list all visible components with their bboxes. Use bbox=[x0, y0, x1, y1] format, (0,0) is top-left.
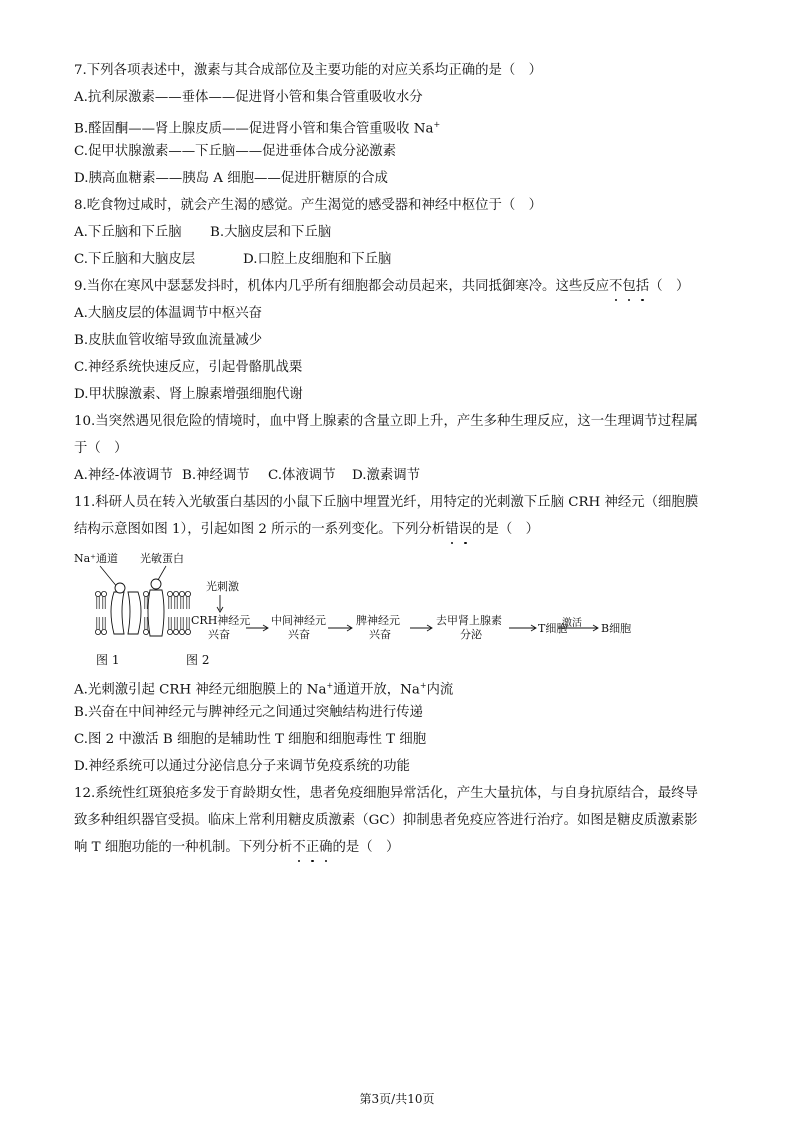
q7-option-b-sup: + bbox=[433, 120, 441, 129]
q10-option-a: A.神经-体液调节 bbox=[74, 468, 173, 483]
q11-option-d: D.神经系统可以通过分泌信息分子来调节免疫系统的功能 bbox=[74, 759, 410, 774]
q11-emphasis-1: 错 bbox=[445, 522, 459, 537]
q10-option-d: D.激素调节 bbox=[352, 468, 421, 483]
lipid-head bbox=[101, 591, 106, 596]
fig2-node-6: B细胞 bbox=[601, 622, 632, 635]
fig1-pointer-channel bbox=[100, 566, 118, 588]
q10-stem-line2: 于（ ） bbox=[74, 441, 128, 456]
lipid-head bbox=[143, 591, 148, 596]
q8-option-b: B.大脑皮层和下丘脑 bbox=[210, 225, 332, 240]
q11-a-sup-2: + bbox=[419, 681, 427, 690]
membrane-diagram bbox=[74, 551, 191, 636]
q9-emphasis-2: 包 bbox=[622, 279, 636, 294]
fig1-pointer-protein bbox=[158, 566, 166, 580]
lipid-head bbox=[167, 591, 172, 596]
q7-option-b bbox=[74, 116, 440, 138]
fig2-node-3-l1: 脾神经元 bbox=[356, 614, 400, 627]
q8-option-d: D.口腔上皮细胞和下丘脑 bbox=[243, 252, 392, 267]
q12-line1: 12.系统性红斑狼疮多发于育龄期女性，患者免疫细胞异常活化，产生大量抗体，与自身抗原结合，最终导 bbox=[74, 786, 698, 801]
q9-emphasis-1: 不 bbox=[609, 279, 623, 294]
q9-stem bbox=[74, 278, 689, 296]
q8-stem: 8.吃食物过咸时，就会产生渴的感觉。产生渴觉的感受器和神经中枢位于（ ） bbox=[74, 198, 543, 213]
q11-a-text-3: 内流 bbox=[426, 682, 454, 698]
na-channel-gate bbox=[115, 583, 125, 593]
q9-stem-end: （ ） bbox=[649, 279, 690, 294]
lipid-head bbox=[173, 629, 178, 634]
fig2-node-1-l1: CRH神经元 bbox=[191, 614, 251, 627]
lipid-head bbox=[185, 629, 190, 634]
lipid-head bbox=[179, 591, 184, 596]
fig2-node-3-l2: 兴奋 bbox=[369, 628, 391, 641]
lipid-head bbox=[167, 629, 172, 634]
lipid-head bbox=[173, 591, 178, 596]
fig1-label-protein: 光敏蛋白 bbox=[140, 552, 184, 565]
lipid-bilayer bbox=[95, 591, 190, 634]
lipid-head bbox=[143, 629, 148, 634]
q11-a-text-1: A.光刺激引起 CRH 神经元细胞膜上的 Na bbox=[74, 682, 327, 698]
q12-line3-text: 响 T 细胞功能的一种机制。下列分析 bbox=[74, 840, 293, 855]
q12-emphasis-2: 正 bbox=[305, 840, 320, 855]
q7-option-c: C.促甲状腺激素——下丘脑——促进垂体合成分泌激素 bbox=[74, 144, 397, 159]
lipid-head bbox=[185, 591, 190, 596]
page-footer: 第3页/共10页 bbox=[359, 1092, 435, 1106]
light-protein-body bbox=[148, 590, 164, 636]
fig2-caption: 图 2 bbox=[186, 653, 210, 667]
q11-stem-line2 bbox=[74, 521, 539, 539]
na-channel-left bbox=[111, 592, 124, 634]
q10-option-b: B.神经调节 bbox=[182, 468, 250, 483]
q9-stem-text: 9.当你在寒风中瑟瑟发抖时，机体内几乎所有细胞都会动员起来，共同抵御寒冷。这些反应 bbox=[74, 279, 610, 294]
lipid-head bbox=[101, 629, 106, 634]
q11-a-text-2: 通道开放，Na bbox=[333, 682, 420, 698]
q11-option-c: C.图 2 中激活 B 细胞的是辅助性 T 细胞和细胞毒性 T 细胞 bbox=[74, 732, 427, 747]
na-channel-right bbox=[128, 592, 141, 634]
q10-stem-line1: 10.当突然遇见很危险的情境时，血中肾上腺素的含量立即上升，产生多种生理反应，这一生理调节过程属 bbox=[74, 414, 698, 429]
fig2-node-4-l2: 分泌 bbox=[460, 628, 482, 641]
fig1-label-channel: Na⁺通道 bbox=[74, 552, 118, 565]
fig1-caption: 图 1 bbox=[96, 653, 120, 667]
q11-stem-text: 结构示意图如图 1），引起如图 2 所示的一系列变化。下列分析 bbox=[74, 522, 446, 537]
q7-option-d: D.胰高血糖素——胰岛 A 细胞——促进肝糖原的合成 bbox=[74, 171, 388, 186]
q9-option-c: C.神经系统快速反应，引起骨骼肌战栗 bbox=[74, 360, 303, 375]
q12-line2: 致多种组织器官受损。临床上常利用糖皮质激素（GC）抑制患者免疫应答进行治疗。如图是糖皮质激素影 bbox=[74, 813, 698, 828]
q12-emphasis-3: 确 bbox=[319, 840, 333, 855]
q8-option-a: A.下丘脑和下丘脑 bbox=[74, 225, 182, 240]
q8-option-c: C.下丘脑和大脑皮层 bbox=[74, 252, 196, 267]
q9-option-b: B.皮肤血管收缩导致血流量减少 bbox=[74, 333, 263, 348]
q12-line3-end: 的是（ ） bbox=[332, 840, 400, 855]
q12-emphasis-1: 不 bbox=[292, 840, 306, 855]
fig2-node-5: T细胞 bbox=[538, 622, 568, 635]
fig2-node-4-l1: 去甲肾上腺素 bbox=[436, 614, 502, 627]
fig2-stimulus: 光刺激 bbox=[206, 580, 239, 593]
q11-option-b: B.兴奋在中间神经元与脾神经元之间通过突触结构进行传递 bbox=[74, 705, 423, 720]
q7-option-b-text: B.醛固酮——肾上腺皮质——促进肾小管和集合管重吸收 Na bbox=[74, 121, 434, 137]
q9-option-a: A.大脑皮层的体温调节中枢兴奋 bbox=[74, 306, 263, 321]
lipid-head bbox=[95, 591, 100, 596]
lipid-head bbox=[95, 629, 100, 634]
fig2-activate-label: 激活 bbox=[562, 618, 582, 629]
fig2-node-2-l2: 兴奋 bbox=[288, 628, 310, 641]
q11-stem-line1: 11.科研人员在转入光敏蛋白基因的小鼠下丘脑中埋置光纤，用特定的光刺激下丘脑 CRH 神经元（细胞膜 bbox=[74, 495, 699, 510]
q9-option-d: D.甲状腺激素、肾上腺素增强细胞代谢 bbox=[74, 387, 303, 402]
fig2-node-2-l1: 中间神经元 bbox=[271, 614, 326, 627]
fig2-node-1-l2: 兴奋 bbox=[208, 628, 230, 641]
q11-figure bbox=[74, 548, 654, 670]
flow-diagram bbox=[191, 579, 631, 641]
q7-stem: 7.下列各项表述中，激素与其合成部位及主要功能的对应关系均正确的是（ ） bbox=[74, 63, 543, 78]
q11-option-a bbox=[74, 677, 453, 699]
lipid-head bbox=[179, 629, 184, 634]
q7-option-a: A.抗利尿激素——垂体——促进肾小管和集合管重吸收水分 bbox=[74, 90, 423, 105]
q10-option-c: C.体液调节 bbox=[268, 468, 336, 483]
q11-stem-end: 的是（ ） bbox=[472, 522, 539, 537]
q11-emphasis-2: 误 bbox=[458, 522, 473, 537]
q9-emphasis-3: 括 bbox=[635, 279, 650, 294]
q12-line3 bbox=[74, 839, 399, 857]
q11-a-sup-1: + bbox=[326, 681, 334, 690]
light-protein-head bbox=[151, 579, 161, 589]
